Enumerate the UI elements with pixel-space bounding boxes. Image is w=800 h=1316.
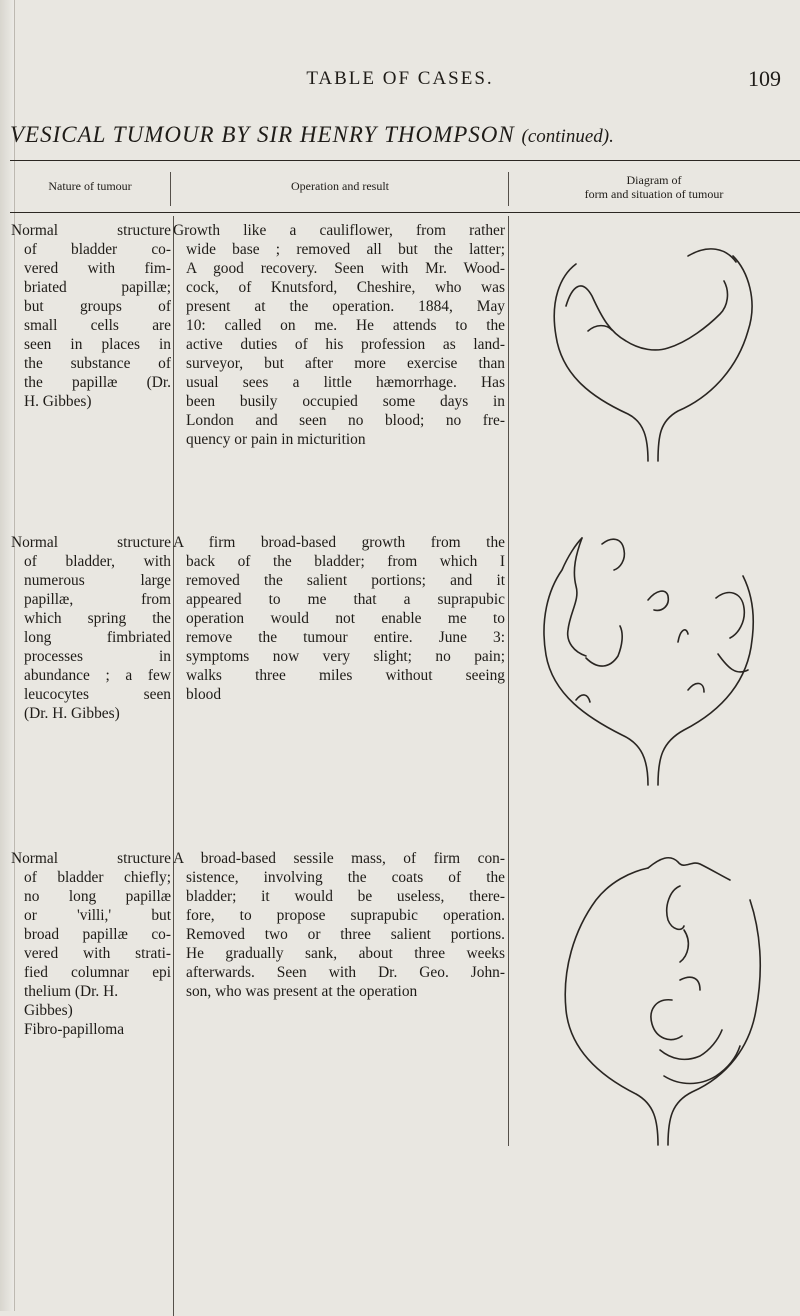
text-line: which spring the	[24, 610, 171, 627]
text-line: Growth like a cauliflower, from rather	[173, 222, 505, 239]
text-line: blood	[186, 686, 222, 703]
text-line: active duties of his profession as land-	[186, 336, 505, 353]
tumour-upper-lobe	[602, 539, 624, 570]
text-line: back of the bladder; from which I	[186, 553, 505, 570]
tumour-lower-lobe	[586, 626, 622, 666]
text-line: vered with strati-	[24, 945, 171, 962]
bladder-outline-right	[658, 576, 753, 785]
text-line: Normal structure	[11, 534, 171, 551]
tumour-right-fold	[718, 654, 748, 672]
row3-nature	[11, 849, 171, 1039]
text-line: Gibbes)	[24, 1002, 73, 1019]
text-line: surveyor, but after more exercise than	[186, 355, 505, 372]
text-line: walks three miles without seeing	[186, 667, 505, 684]
bladder-diagram-2	[538, 530, 798, 792]
text-line: broad papillæ co-	[24, 926, 171, 943]
text-line: son, who was present at the operation	[186, 983, 418, 1000]
bladder-fundus	[648, 858, 730, 880]
text-line: Normal structure	[11, 222, 171, 239]
header-diagram	[508, 173, 800, 201]
text-line: A good recovery. Seen with Mr. Wood-	[186, 260, 505, 277]
text-line: operation would not enable me to	[186, 610, 505, 627]
text-line: remove the tumour entire. June 3:	[186, 629, 505, 646]
text-line: London and seen no blood; no fre-	[186, 412, 505, 429]
text-line: Removed two or three salient portions.	[186, 926, 505, 943]
text-line: cock, of Knutsford, Cheshire, who was	[186, 279, 505, 296]
text-line: small cells are	[24, 317, 171, 334]
text-line: or 'villi,' but	[24, 907, 171, 924]
text-line: usual sees a little hæmorrhage. Has	[186, 374, 505, 391]
table-title-suffix: (continued).	[521, 126, 614, 147]
column-divider-2	[508, 216, 509, 1146]
text-line: numerous large	[24, 572, 171, 589]
row1-operation	[173, 221, 505, 449]
text-line: of bladder chiefly;	[24, 869, 171, 886]
text-line: Normal structure	[11, 850, 171, 867]
text-line: leucocytes seen	[24, 686, 171, 703]
text-line: fore, to propose suprapubic operation.	[186, 907, 505, 924]
text-line: H. Gibbes)	[24, 393, 92, 410]
text-line: been busily occupied some days in	[186, 393, 505, 410]
tumour-lobe	[588, 326, 612, 331]
text-line: but groups of	[24, 298, 171, 315]
header-operation: Operation and result	[291, 179, 389, 193]
text-line: A broad-based sessile mass, of firm con-	[173, 850, 505, 867]
bladder-diagram-1	[548, 226, 798, 476]
tumour-base	[660, 1030, 722, 1059]
bladder-outline-left	[544, 538, 648, 785]
tumour-nodule	[680, 977, 700, 990]
text-line: the substance of	[24, 355, 171, 372]
text-line: of bladder, with	[24, 553, 171, 570]
bladder-outline-left	[565, 868, 658, 1145]
text-line: removed the salient portions; and it	[186, 572, 505, 589]
tumour-outline	[566, 281, 727, 350]
text-line: afterwards. Seen with Dr. Geo. John-	[186, 964, 505, 981]
text-line: papillæ, from	[24, 591, 171, 608]
bladder-outline-left	[554, 264, 648, 461]
header-nature: Nature of tumour	[48, 179, 132, 193]
row2-nature	[11, 533, 171, 723]
text-line: A firm broad-based growth from the	[173, 534, 505, 551]
bladder-outline-right	[658, 256, 752, 461]
header-diagram-line1: Diagram of	[626, 173, 682, 187]
text-line: wide base ; removed all but the latter;	[186, 241, 505, 258]
text-line: briated papillæ;	[24, 279, 171, 296]
header-top-rule	[10, 160, 800, 161]
tumour-fragment	[688, 683, 704, 692]
bladder-outline-right	[668, 900, 760, 1145]
tumour-upper-lobe	[667, 886, 684, 929]
table-title	[10, 122, 800, 148]
text-line: 10: called on me. He attends to the	[186, 317, 505, 334]
text-line: fied columnar epi	[24, 964, 171, 981]
text-line: bladder; it would be useless, there-	[186, 888, 505, 905]
text-line: present at the operation. 1884, May	[186, 298, 505, 315]
header-diagram-line2: form and situation of tumour	[584, 187, 724, 201]
running-head: TABLE OF CASES.	[306, 68, 494, 89]
header-bottom-rule	[10, 212, 800, 213]
page-number: 109	[748, 66, 781, 91]
bladder-fundus-arc	[688, 249, 736, 262]
row1-nature	[11, 221, 171, 411]
bladder-diagram-3	[560, 850, 800, 1150]
text-line: no long papillæ	[24, 888, 171, 905]
tumour-lower-fold	[664, 1046, 740, 1084]
text-line: vered with fim-	[24, 260, 171, 277]
tumour-middle-lobe	[680, 930, 688, 962]
text-line: symptoms now very slight; no pain;	[186, 648, 505, 665]
tumour-small-lobe	[678, 630, 688, 642]
table-title-main: VESICAL TUMOUR BY SIR HENRY THOMPSON	[10, 122, 515, 147]
tumour-nodule	[648, 591, 668, 610]
text-line: quency or pain in micturition	[186, 431, 366, 448]
text-line: thelium (Dr. H.	[24, 983, 119, 1000]
text-line: of bladder co-	[24, 241, 171, 258]
text-line: seen in places in	[24, 336, 171, 353]
tumour-right-lobe	[716, 593, 744, 638]
text-line: appeared to me that a suprapubic	[186, 591, 505, 608]
row3-operation	[173, 849, 505, 1001]
text-line: (Dr. H. Gibbes)	[24, 705, 120, 722]
text-line: sistence, involving the coats of the	[186, 869, 505, 886]
tumour-fragment	[576, 695, 590, 702]
row2-operation	[173, 533, 505, 704]
text-line: the papillæ (Dr.	[24, 374, 171, 391]
text-line: abundance ; a few	[24, 667, 171, 684]
text-line: long fimbriated	[24, 629, 171, 646]
header-divider-1	[170, 172, 171, 206]
text-line: processes in	[24, 648, 171, 665]
tumour-left-fold	[568, 538, 586, 656]
text-line: Fibro-papilloma	[24, 1021, 125, 1038]
tumour-left-lobe	[651, 1000, 682, 1040]
text-line: He gradually sank, about three weeks	[186, 945, 505, 962]
